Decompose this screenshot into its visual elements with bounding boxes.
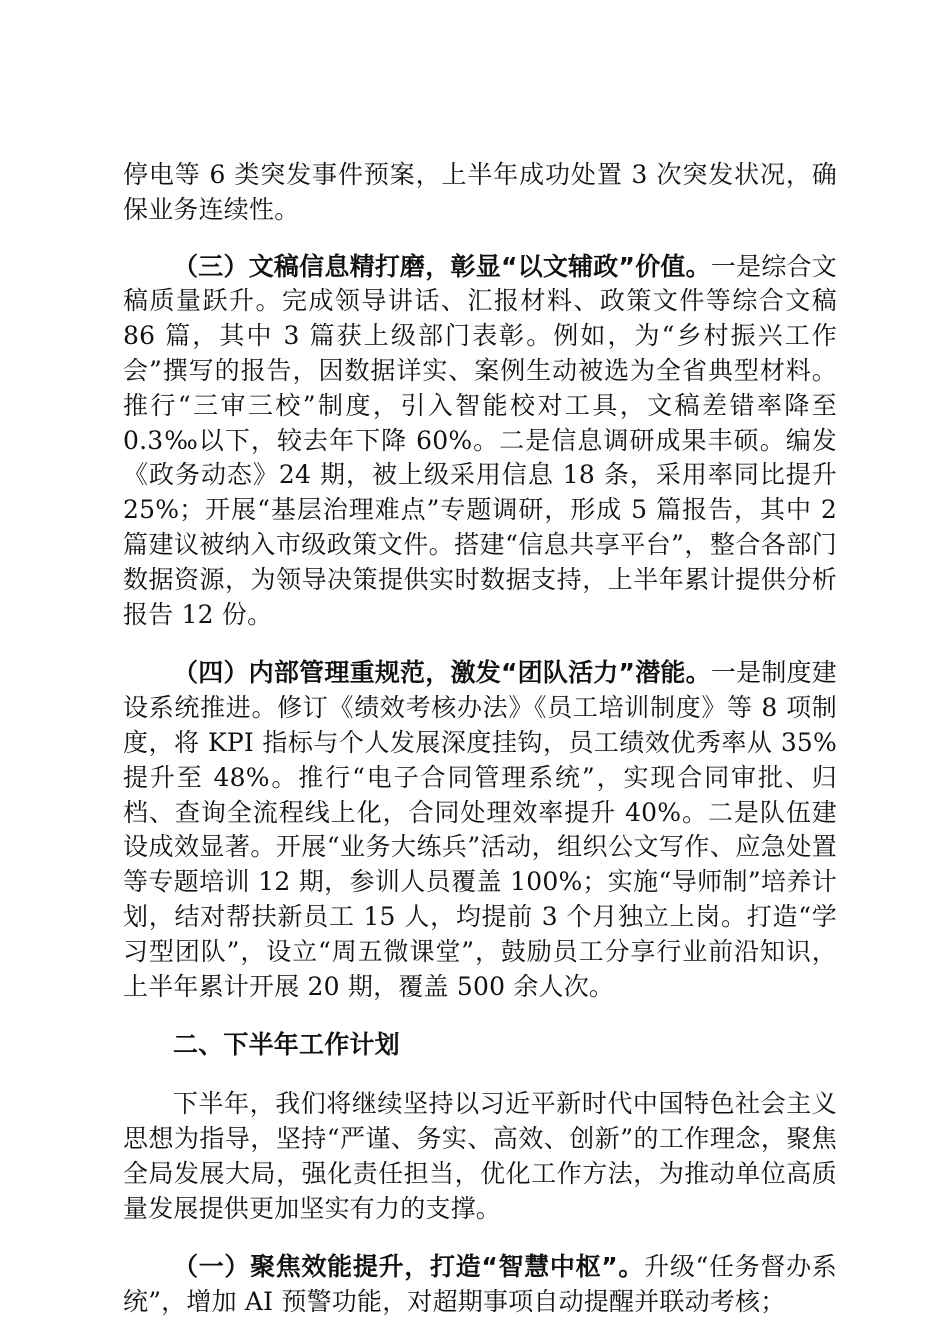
plan-one-heading: （一）聚焦效能提升，打造“智慧中枢”。 (173, 1252, 645, 1282)
section-four-paragraph (123, 656, 837, 1004)
section-three-body: 一是综合文稿质量跃升。完成领导讲话、汇报材料、政策文件等综合文稿 86 篇，其中 3 篇获上级部门表彰。例如，为“乡村振兴工作会”撰写的报告，因数据详实、案例生动被选为全省典型材料。推行“三审三校”制度，引入智能校对工具，文稿差错率降至 0.3‰以下，较去年下降 60%。二是信息调研成果丰硕。编发《政务动态》24 期，被上级采用信息 18 条，采用率同比提升 25%；开展“基层治理难点”专题调研，形成 5 篇报告，其中 2 篇建议被纳入市级政策文件。搭建“信息共享平台”，整合各部门数据资源，为领导决策提供实时数据支持，上半年累计提供分析报告 12 份。 (123, 251, 837, 629)
plan-one-paragraph (123, 1250, 837, 1320)
section-three-heading: （三）文稿信息精打磨，彰显“以文辅政”价值。 (173, 251, 711, 281)
section-four-body: 一是制度建设系统推进。修订《绩效考核办法》《员工培训制度》等 8 项制度，将 KPI 指标与个人发展深度挂钩，员工绩效优秀率从 35%提升至 48%。推行“电子合同管理系统”，实现合同审批、归档、查询全流程线上化，合同处理效率提升 40%。二是队伍建设成效显著。开展“业务大练兵”活动，组织公文写作、应急处置等专题培训 12 期，参训人员覆盖 100%；实施“导师制”培养计划，结对帮扶新员工 15 人，均提前 3 个月独立上岗。打造“学习型团队”，设立“周五微课堂”，鼓励员工分享行业前沿知识，上半年累计开展 20 期，覆盖 500 余人次。 (123, 658, 837, 1001)
document-page (123, 158, 837, 1320)
part-two-intro-paragraph: 下半年，我们将继续坚持以习近平新时代中国特色社会主义思想为指导，坚持“严谨、务实、高效、创新”的工作理念，聚焦全局发展大局，强化责任担当，优化工作方法，为推动单位高质量发展提供更加坚实有力的支撑。 (123, 1089, 837, 1223)
section-three-paragraph (123, 250, 837, 633)
section-four-heading: （四）内部管理重规范，激发“团队活力”潜能。 (173, 658, 711, 688)
part-two-heading: 二、下半年工作计划 (173, 1030, 400, 1060)
plan-one-body: 升级“任务督办系统”，增加 AI 预警功能，对超期事项自动提醒并联动考核； (123, 1252, 837, 1317)
paragraph-continuation: 停电等 6 类突发事件预案，上半年成功处置 3 次突发状况，确保业务连续性。 (123, 160, 837, 224)
